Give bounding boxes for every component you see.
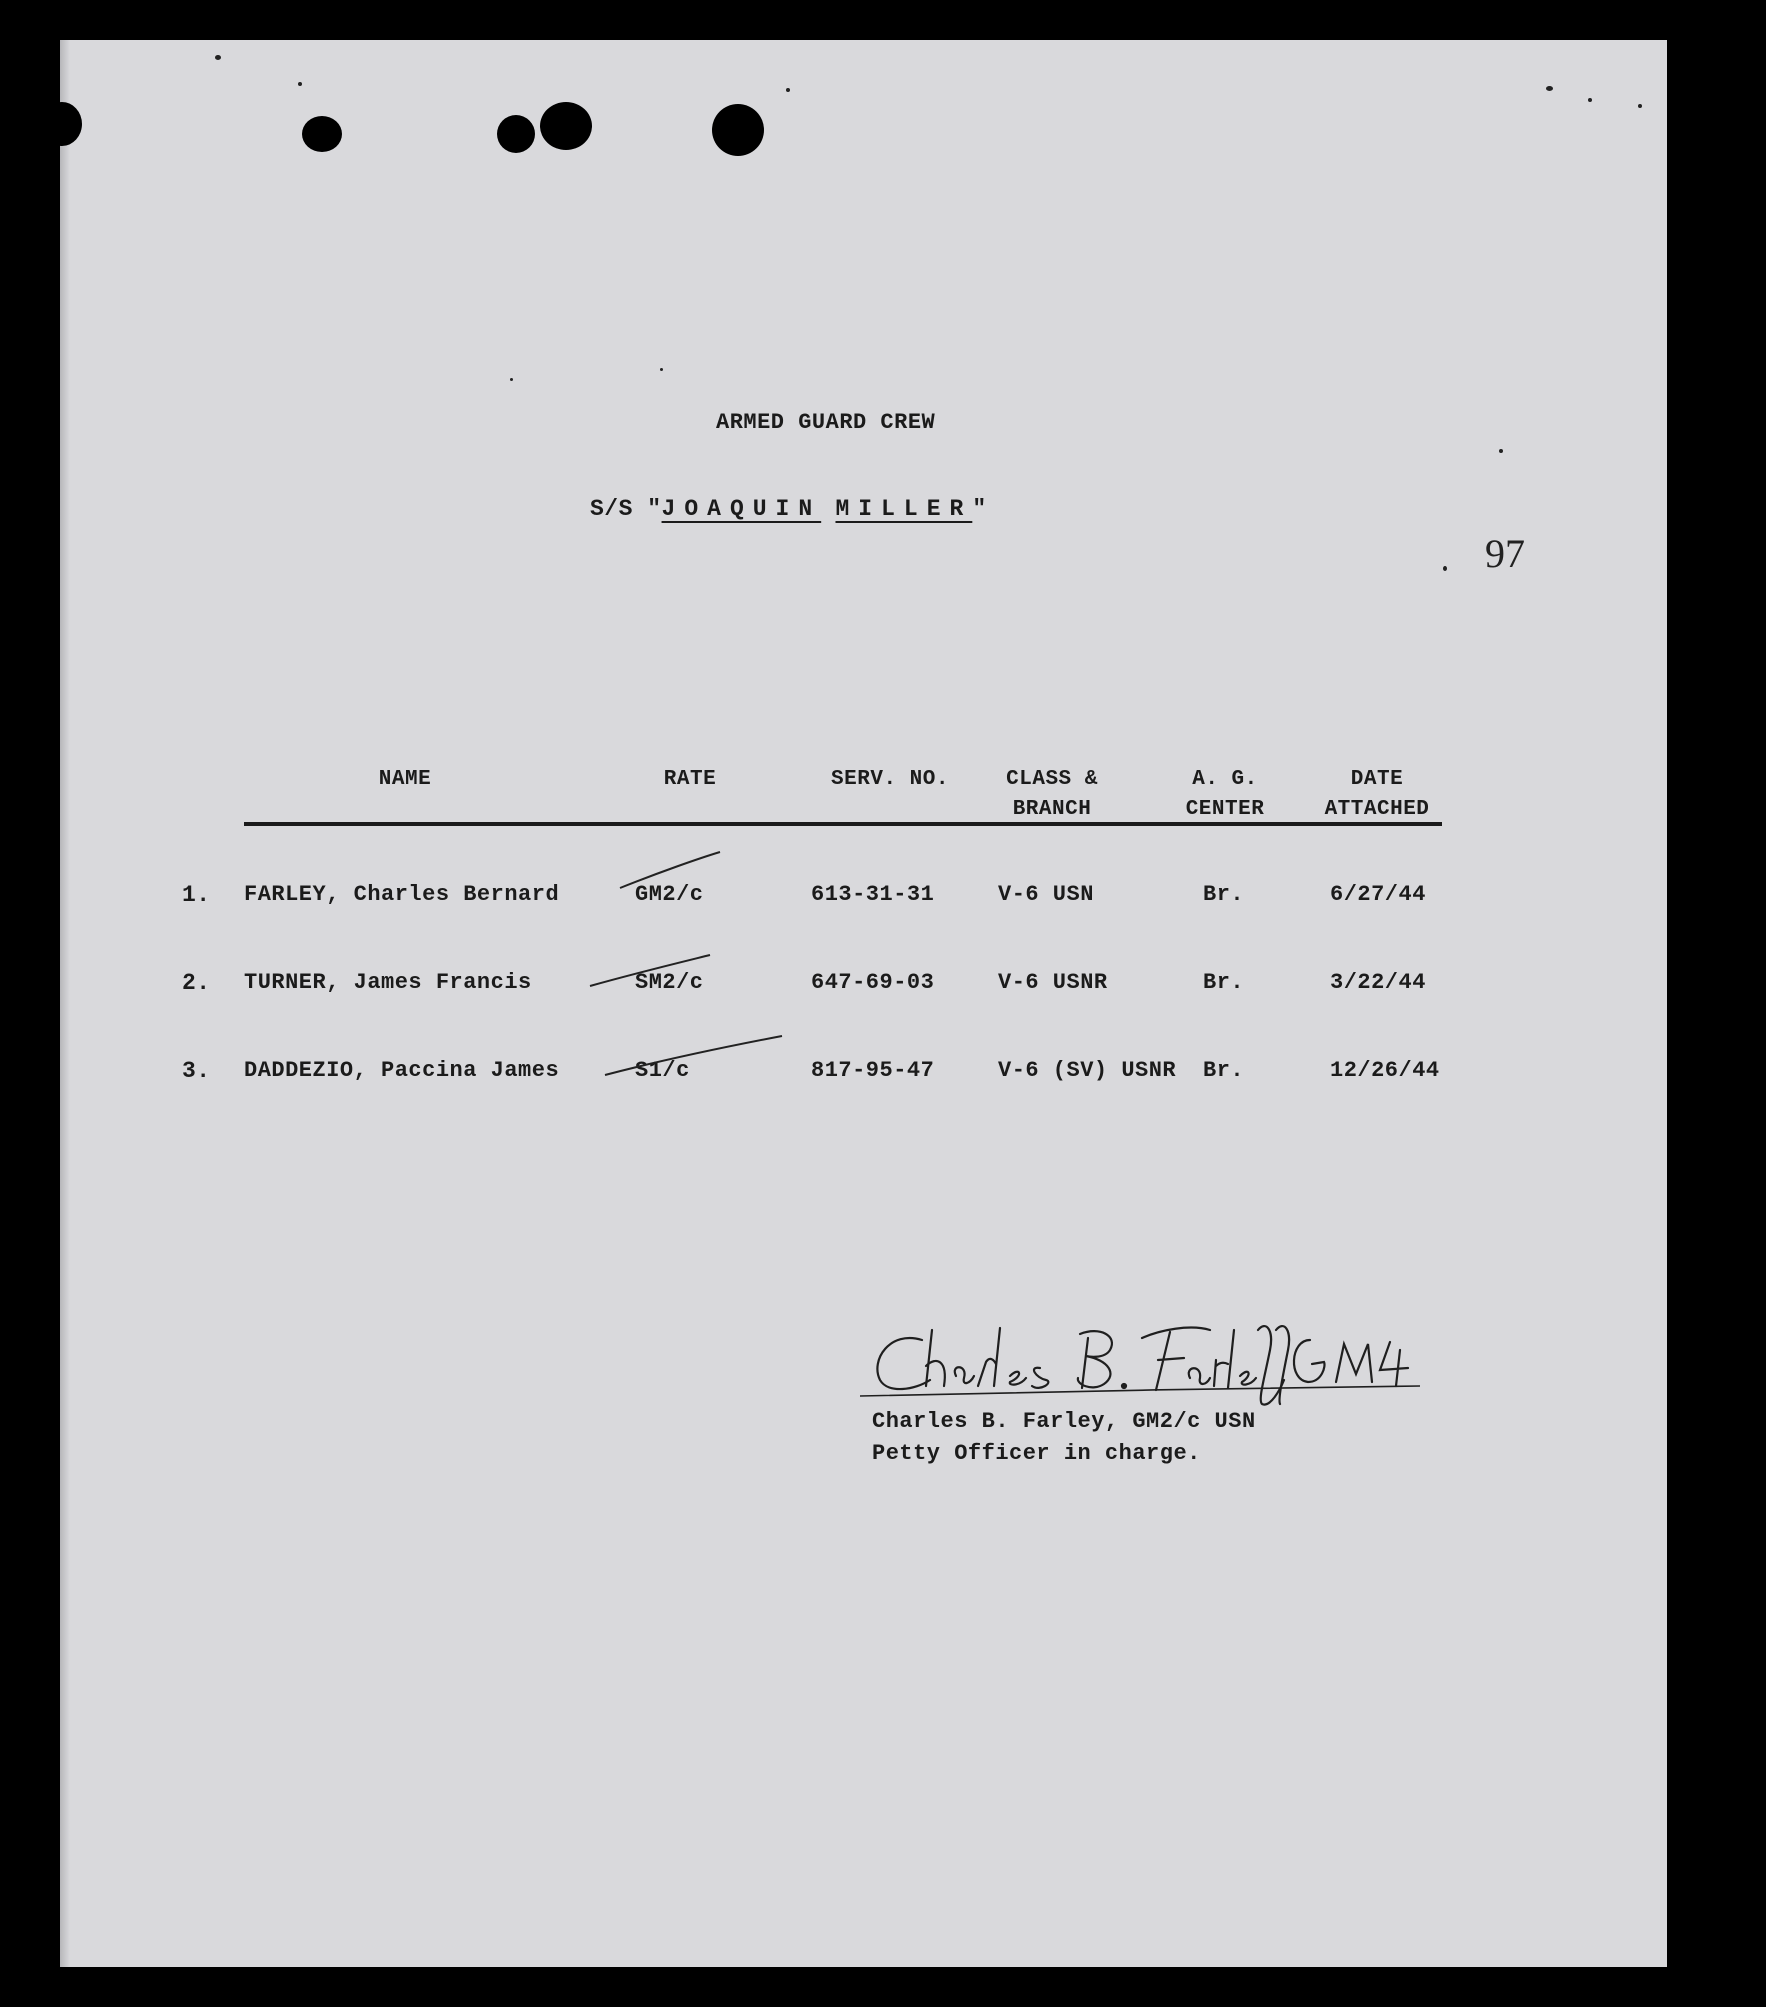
speck (1499, 449, 1503, 453)
crew-date-attached: 12/26/44 (1330, 1058, 1440, 1083)
speck (660, 368, 663, 371)
speck (298, 82, 302, 86)
crew-ag-center: Br. (1203, 1058, 1245, 1083)
document-page (60, 40, 1667, 1967)
row-number: 2. (182, 970, 211, 996)
speck (215, 55, 221, 60)
speck (1588, 98, 1592, 102)
signature-block (872, 1406, 1256, 1470)
column-header-class-branch: CLASS & BRANCH (1006, 768, 1098, 821)
punch-hole (712, 104, 764, 156)
speck (1638, 104, 1642, 108)
row-number: 1. (182, 882, 211, 908)
crew-serv-no: 817-95-47 (811, 1058, 935, 1083)
ship-name-word-2: MILLER (835, 496, 973, 522)
crew-rate: SM2/c (635, 970, 704, 995)
ship-open-quote: " (647, 496, 662, 522)
document-heading: ARMED GUARD CREW (716, 410, 936, 435)
crew-name: FARLEY, Charles Bernard (244, 882, 560, 907)
crew-rate: GM2/c (635, 882, 704, 907)
crew-rate: S1/c (635, 1058, 690, 1083)
punch-hole (540, 102, 592, 150)
signer-title: Petty Officer in charge. (872, 1441, 1201, 1466)
crew-date-attached: 6/27/44 (1330, 882, 1426, 907)
crew-class-branch: V-6 USNR (998, 970, 1108, 995)
ship-title (590, 496, 987, 522)
crew-serv-no: 647-69-03 (811, 970, 935, 995)
handwritten-signature (860, 1320, 1420, 1410)
crew-date-attached: 3/22/44 (1330, 970, 1426, 995)
header-rule (244, 822, 1442, 826)
page-edge-shadow (60, 40, 70, 1967)
ship-name-word-1: JOAQUIN (661, 496, 822, 522)
column-header-date-attached: DATE ATTACHED (1324, 768, 1430, 821)
punch-hole (302, 116, 342, 152)
ship-close-quote: " (972, 496, 987, 522)
crew-ag-center: Br. (1203, 882, 1245, 907)
speck (1546, 86, 1553, 91)
punch-hole (497, 115, 535, 153)
column-header-name: NAME (378, 768, 432, 791)
speck (1443, 566, 1447, 571)
row-number: 3. (182, 1058, 211, 1084)
crew-ag-center: Br. (1203, 970, 1245, 995)
handwritten-check-mark (60, 40, 1667, 1967)
page-number: 97 (1485, 531, 1525, 576)
crew-class-branch: V-6 USN (998, 882, 1094, 907)
column-header-rate: RATE (663, 768, 717, 791)
speck (786, 88, 790, 92)
crew-name: TURNER, James Francis (244, 970, 532, 995)
signer-name: Charles B. Farley, GM2/c USN (872, 1409, 1256, 1434)
punch-hole (60, 102, 82, 146)
crew-class-branch: V-6 (SV) USNR (998, 1058, 1177, 1083)
speck (510, 378, 513, 381)
crew-serv-no: 613-31-31 (811, 882, 935, 907)
ship-prefix: S/S (590, 496, 633, 522)
column-header-ag-center: A. G. CENTER (1185, 768, 1265, 821)
crew-name: DADDEZIO, Paccina James (244, 1058, 560, 1083)
column-header-serv-no: SERV. NO. (831, 768, 949, 791)
